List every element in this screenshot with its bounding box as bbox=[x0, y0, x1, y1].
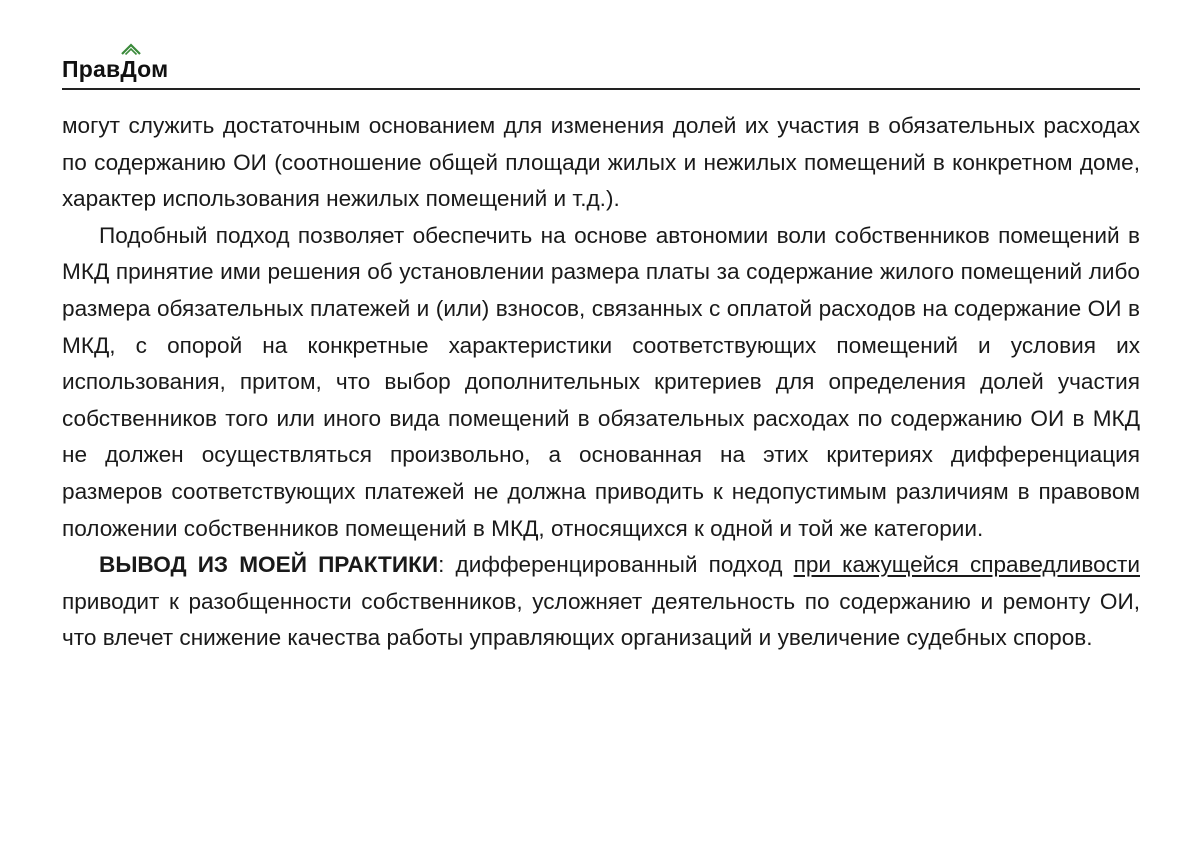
paragraph-1: могут служить достаточным основанием для изменения долей их участия в обязательных расходах по содержанию ОИ (соотношение общей площади жилых и нежилых помещений в конкретном доме, характер использования нежилых помещений и т.д.). bbox=[62, 113, 1140, 212]
page-header bbox=[62, 40, 1140, 90]
paragraph-3 bbox=[62, 547, 1140, 657]
house-roof-icon bbox=[121, 43, 141, 55]
conclusion-underlined-phrase: при кажущейся справедливости bbox=[793, 552, 1140, 578]
paragraph-2: Подобный подход позволяет обеспечить на основе автономии воли собственников помещений в МКД принятие ими решения об установлении размера платы за содержание жилого помещений либо размера обязательных платежей и (или) взносов, связанных с оплатой расходов на содержание ОИ в МКД, с опорой на конкретные характеристики соответствующих помещений и условия их использования, притом, что выбор дополнительных критериев для определения долей участия собственников того или иного вида помещений в обязательных расходах по содержанию ОИ в МКД не должен осуществляться произвольно, а основанная на этих критериях дифференциация размеров соответствующих платежей не должна приводить к недопустимым различиям в правовом положении собственников помещений в МКД, относящихся к одной и той же категории. bbox=[62, 222, 1140, 541]
conclusion-text-end: приводит к разобщенности собственников, усложняет деятельность по содержанию и ремонту ОИ, что влечет снижение качества работы управляющих организаций и увеличение судебных споров. bbox=[62, 588, 1140, 651]
header-divider bbox=[62, 88, 1140, 90]
conclusion-heading: ВЫВОД ИЗ МОЕЙ ПРАКТИКИ bbox=[99, 552, 439, 578]
logo bbox=[62, 56, 168, 88]
logo-text-dom-wrap bbox=[120, 56, 168, 83]
logo-text-dom: Дом bbox=[120, 56, 169, 82]
conclusion-colon: : bbox=[438, 552, 445, 578]
document-body bbox=[62, 108, 1140, 657]
conclusion-text-start: дифференцированный подход bbox=[444, 552, 794, 578]
logo-text-prav: Прав bbox=[62, 56, 121, 82]
